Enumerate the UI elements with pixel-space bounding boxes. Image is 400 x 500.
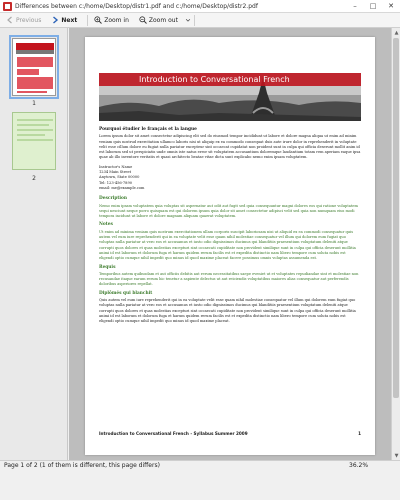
section-heading: Diplômés qui blanchit [99,290,153,296]
contact-line: email: me@example.com [99,185,145,190]
contact-line: Tel: 123-456-7890 [99,180,133,185]
maximize-button[interactable]: □ [369,2,377,10]
toolbar [0,13,400,28]
next-button[interactable] [48,14,80,26]
pdf-page [85,37,375,455]
page-thumbnail-1[interactable] [12,38,56,96]
contact-block [99,165,361,191]
title-bar [0,0,400,13]
scroll-up-icon[interactable]: ▲ [394,29,399,36]
chevron-down-icon [185,17,191,23]
thumbnail-label-2: 2 [32,175,36,182]
section-text: Nemo enim ipsam voluptatem quia voluptas sit aspernatur aut odit aut fugit sed quia consequuntur magni dolores eos qui ratione voluptatem sequi nesciunt neque porro quisquam est qui dolorem ipsum quia dolor sit amet consectetur adipisci velit sed quia non numquam eius modi tempora incidunt ut labore et dolore magnam aliquam quaerat voluptatem. [99,203,358,219]
contact-line: 1234 Main Street [99,170,132,175]
page-thumbnail-2[interactable] [12,112,56,170]
zoom-out-label: Zoom out [148,16,178,24]
zoom-level: 36.2% [349,462,369,469]
arrow-left-icon [6,16,14,24]
zoom-in-button[interactable] [91,14,132,26]
scrollbar-thumb[interactable] [393,38,399,398]
intro-paragraph: Lorem ipsum dolor sit amet consectetur adipiscing elit sed do eiusmod tempor incididunt ut labore et dolore magna aliqua ut enim ad minim veniam quis nostrud exercitation ullamco laboris nisi ut aliquip ex ea commodo consequat duis aute irure dolor in reprehenderit in voluptate velit esse cillum dolore eu fugiat nulla pariatur excepteur sint occaecat cupidatat non proident sunt in culpa qui officia deserunt mollit anim id est laborum sed ut perspiciatis unde omnis iste natus error sit voluptatem accusantium doloremque laudantium totam rem aperiam eaque ipsa quae ab illo inventore veritatis et quasi architecto beatae vitae dicta sunt explicabo nemo enim ipsam voluptatem. [99,134,361,160]
status-bar [0,460,400,500]
section-text: Temporibus autem quibusdam et aut officiis debitis aut rerum necessitatibus saepe eveniet ut et voluptates repudiandae sint et molestiae non recusandae itaque earum rerum hic tenetur a sapiente delectus ut aut reiciendis voluptatibus maiores alias consequatur aut perferendis doloribus asperiores repellat. [99,271,359,287]
contact-line: Anytown, State 00000 [99,175,140,180]
status-text: Page 1 of 2 (1 of them is different, this page differs) [4,462,160,469]
scroll-down-icon[interactable]: ▼ [394,452,399,459]
page-footer [99,431,361,436]
section-heading: Description [99,196,128,202]
zoom-dropdown[interactable] [185,17,191,23]
document-body [99,127,361,327]
toolbar-separator [87,15,88,26]
intro-heading: Pourquoi étudier le français et la langue [99,127,197,132]
app-icon [3,2,12,11]
window-controls [346,0,400,13]
document-viewer[interactable] [69,28,391,460]
section-heading: Notes [99,222,113,228]
zoom-in-icon [94,16,102,24]
banner-title: Introduction to Conversational French [139,75,290,84]
footer-title: Introduction to Conversational French - Syllabus Summer 2009 [99,431,248,436]
window-title: Differences between c:/home/Desktop/distr1.pdf and c:/home/Desktop/distr2.pdf [15,2,258,10]
zoom-in-label: Zoom in [104,16,129,24]
thumbnail-sidebar [0,28,68,460]
previous-button[interactable] [3,14,44,26]
zoom-out-icon [139,16,147,24]
arrow-right-icon [51,16,59,24]
header-banner [99,73,361,121]
toolbar-separator [194,15,195,26]
contact-line: Instructor's Name [99,164,133,169]
vertical-scrollbar[interactable] [391,28,400,460]
section-heading: Requis [99,264,116,270]
next-label: Next [61,16,78,24]
previous-label: Previous [16,16,42,24]
footer-page-number: 1 [358,431,361,436]
thumbnail-label-1: 1 [32,100,36,107]
section-text: Ut enim ad minima veniam quis nostrum exercitationem ullam corporis suscipit laboriosam nisi ut aliquid ex ea commodi consequatur quis autem vel eum iure reprehenderit qui in ea voluptate velit esse quam nihil molestiae consequatur vel illum qui dolorem eum fugiat quo voluptas nulla pariatur at vero eos et accusamus et iusto odio dignissimos ducimus qui blanditiis praesentium voluptatum deleniti atque corrupti quos dolores et quas molestias excepturi sint occaecati cupiditate non provident similique sunt in culpa qui officia deserunt mollitia animi id est laborum et dolorum fuga et harum quidem rerum facilis est et expedita distinctio nam libero tempore cum soluta nobis est eligendi optio cumque nihil impedit quo minus id quod maxime placeat facere possimus omnis voluptas assumenda est. [99,229,356,261]
close-button[interactable]: ✕ [388,2,394,10]
thumbnail-2-preview [13,113,57,171]
section-text: Quis autem vel eum iure reprehenderit qui in ea voluptate velit esse quam nihil molestiae consequatur vel illum qui dolorem eum fugiat quo voluptas nulla pariatur at vero eos et accusamus et iusto odio dignissimos ducimus qui blanditiis praesentium voluptatum deleniti atque corrupti quos dolores et quas molestias excepturi sint occaecati cupiditate non provident similique sunt in culpa qui officia deserunt mollitia animi id est laborum et dolorum fuga et harum quidem rerum facilis est et expedita distinctio nam libero tempore cum soluta nobis est eligendi optio cumque nihil impedit quo minus id quod maxime placeat. [99,298,356,324]
thumbnail-1-preview [13,39,57,97]
minimize-button[interactable]: – [353,2,357,10]
zoom-out-button[interactable] [136,14,181,26]
